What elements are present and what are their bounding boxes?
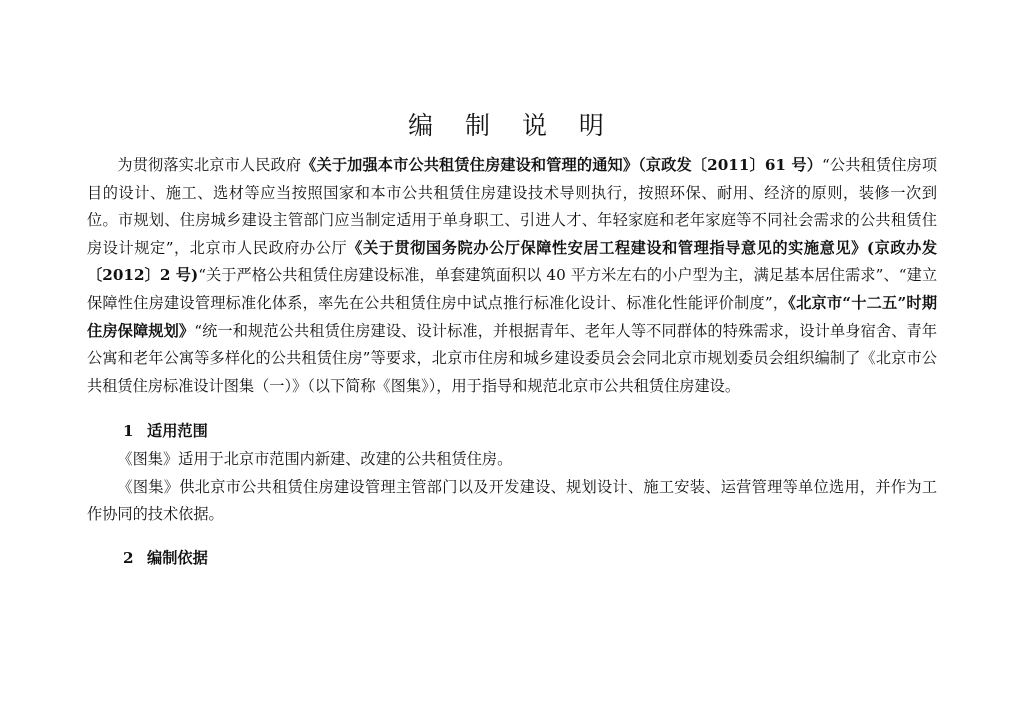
intro-run-bold: 《关于贯彻国务院办公厅保障性安居工程建设和管理指导意见的实施意见》(京政办发〔2012〕2 号): [87, 238, 938, 285]
document-body: [87, 152, 937, 572]
intro-paragraph: [87, 152, 937, 400]
intro-run: 为贯彻落实北京市人民政府: [117, 156, 302, 174]
section-number: 1: [123, 422, 134, 441]
intro-run: “公共租赁住房项目的设计、施工、选材等应当按照国家和本市公共租赁住房建设技术导则执行，按照环保、耐用、经济的原则，装修一次到位。市规划、住房城乡建设主管部门应当制定适用于单身职工、引进人才、年轻家庭和老年家庭等不同社会需求的公共租赁住房设计规定”，北京市人民政府办公厅: [87, 156, 938, 257]
section-title: 适用范围: [147, 422, 208, 441]
section-title: 编制依据: [147, 548, 208, 567]
scope-paragraph-2: 《图集》供北京市公共租赁住房建设管理主管部门以及开发建设、规划设计、施工安装、运营管理等单位选用，并作为工作协同的技术依据。: [87, 477, 937, 524]
spacer: [87, 529, 937, 545]
section-heading-basis: [87, 545, 937, 573]
intro-run: “统一和规范公共租赁住房建设、设计标准，并根据青年、老年人等不同群体的特殊需求，设计单身宿舍、青年公寓和老年公寓等多样化的公共租赁住房”等要求，北京市住房和城乡建设委员会会同北京市规划委员会组织编制了《北京市公共租赁住房标准设计图集（一）》（以下简称《图集》），用于指导和规范北京市公共租赁住房建设。: [87, 321, 938, 395]
document-title: 编 制 说 明: [408, 111, 616, 140]
intro-run: “关于严格公共租赁住房建设标准，单套建筑面积以 40 平方米左右的小户型为主，满足基本居住需求”、“建立保障性住房建设管理标准化体系，率先在公共租赁住房中试点推行标准化设计、标准化性能评价制度”，: [87, 266, 938, 312]
section-number: 2: [123, 548, 134, 567]
intro-run-bold: 《北京市“十二五”时期住房保障规划》: [87, 293, 938, 340]
scope-paragraph-1: 《图集》适用于北京市范围内新建、改建的公共租赁住房。: [117, 449, 513, 468]
spacer: [87, 400, 937, 418]
section-heading-scope: [87, 418, 937, 446]
intro-run-bold: 《关于加强本市公共租赁住房建设和管理的通知》（京政发〔2011〕61 号）: [301, 156, 823, 174]
